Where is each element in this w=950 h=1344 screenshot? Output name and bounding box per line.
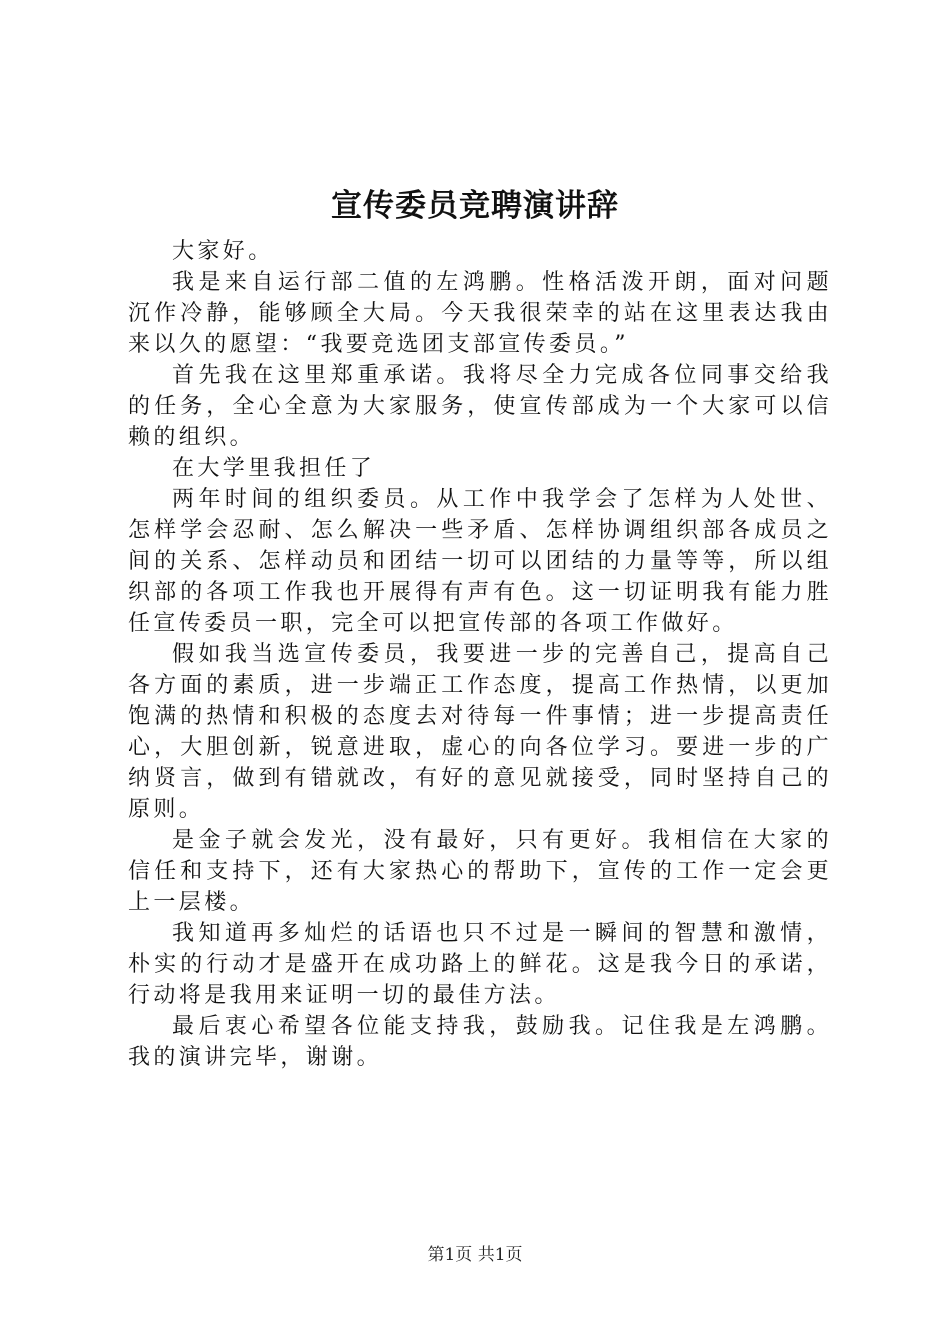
- document-title: 宣传委员竞聘演讲辞: [331, 188, 619, 224]
- paragraph-greeting: 大家好。: [172, 239, 274, 264]
- document-body: [128, 236, 832, 1073]
- paragraph-promise: 首先我在这里郑重承诺。我将尽全力完成各位同事交给我的任务，全心全意为大家服务，使宣传部成为一个大家可以信赖的组织。: [128, 363, 832, 450]
- paragraph-introduction: 我是来自运行部二值的左鸿鹏。性格活泼开朗，面对问题沉作冷静，能够顾全大局。今天我很荣幸的站在这里表达我由来以久的愿望：“我要竞选团支部宣传委员。”: [128, 270, 832, 357]
- paragraph-closing: 最后衷心希望各位能支持我，鼓励我。记住我是左鸿鹏。我的演讲完毕，谢谢。: [128, 1014, 832, 1070]
- paragraph-experience: 两年时间的组织委员。从工作中我学会了怎样为人处世、怎样学会忍耐、怎么解决一些矛盾、怎样协调组织部各成员之间的关系、怎样动员和团结一切可以团结的力量等等，所以组织部的各项工作我也开展得有声有色。这一切证明我有能力胜任宣传委员一职，完全可以把宣传部的各项工作做好。: [128, 487, 832, 636]
- page-number-footer: 第1页 共1页: [427, 1245, 523, 1265]
- paragraph-confidence: 是金子就会发光，没有最好，只有更好。我相信在大家的信任和支持下，还有大家热心的帮助下，宣传的工作一定会更上一层楼。: [128, 828, 832, 915]
- paragraph-university: 在大学里我担任了: [172, 456, 376, 481]
- paragraph-action: 我知道再多灿烂的话语也只不过是一瞬间的智慧和激情，朴实的行动才是盛开在成功路上的鲜花。这是我今日的承诺，行动将是我用来证明一切的最佳方法。: [128, 921, 832, 1008]
- paragraph-plan: 假如我当选宣传委员，我要进一步的完善自己，提高自己各方面的素质，进一步端正工作态度，提高工作热情，以更加饱满的热情和积极的态度去对待每一件事情；进一步提高责任心，大胆创新，锐意进取，虚心的向各位学习。要进一步的广纳贤言，做到有错就改，有好的意见就接受，同时坚持自己的原则。: [128, 642, 832, 822]
